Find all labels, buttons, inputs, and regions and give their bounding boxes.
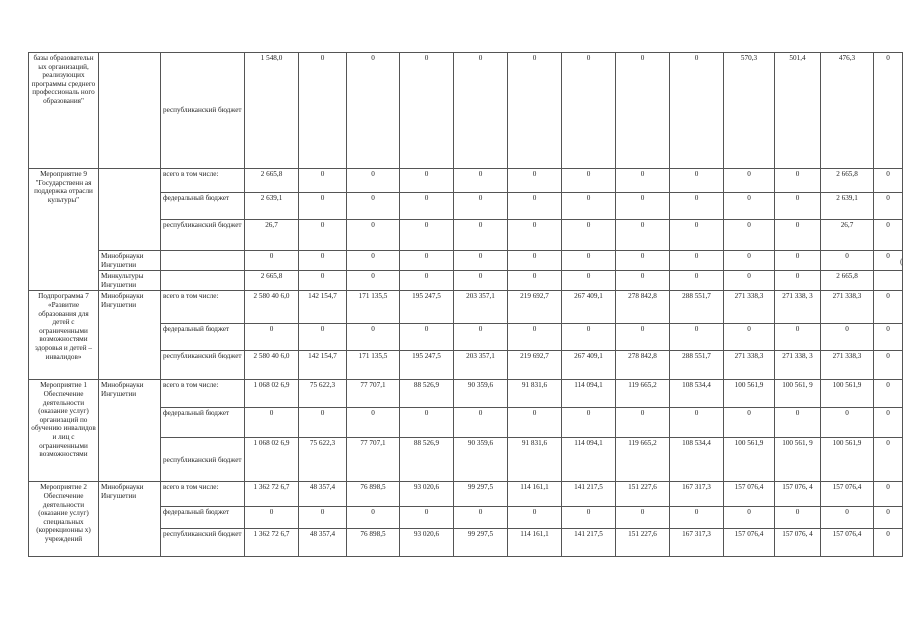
value-cell: 0 <box>347 193 400 220</box>
value-cell: 0 <box>724 251 775 271</box>
side-mark: ( <box>900 257 903 266</box>
value-cell: 2 639,1 <box>245 193 299 220</box>
value-cell: 0 <box>821 324 874 351</box>
value-cell: 288 551,7 <box>670 351 724 380</box>
value-cell: 271 338,3 <box>821 291 874 324</box>
value-cell: 0 <box>299 251 347 271</box>
value-cell: 2 665,8 <box>245 169 299 193</box>
table-row <box>29 529 903 557</box>
value-cell: 0 <box>400 271 454 291</box>
value-cell: 0 <box>347 507 400 529</box>
value-cell: 0 <box>454 271 508 291</box>
value-cell: 0 <box>245 507 299 529</box>
value-cell: 0 <box>562 169 616 193</box>
value-cell: 93 020,6 <box>400 482 454 507</box>
value-cell: 0 <box>562 193 616 220</box>
value-cell: 0 <box>670 507 724 529</box>
value-cell: 151 227,6 <box>616 529 670 557</box>
value-cell: 141 217,5 <box>562 482 616 507</box>
value-cell: 76 898,5 <box>347 482 400 507</box>
value-cell: 501,4 <box>775 53 821 169</box>
value-cell: 0 <box>616 507 670 529</box>
value-cell: 157 076,4 <box>724 529 775 557</box>
value-cell: 0 <box>821 408 874 438</box>
value-cell: 0 <box>874 193 903 220</box>
value-cell: 271 338, 3 <box>775 351 821 380</box>
value-cell: 151 227,6 <box>616 482 670 507</box>
value-cell: 1 362 72 6,7 <box>245 482 299 507</box>
funding-source-cell: республиканский бюджет <box>161 220 245 251</box>
value-cell: 0 <box>508 53 562 169</box>
funding-source-cell: республиканский бюджет <box>161 529 245 557</box>
responsible-cell <box>99 53 161 169</box>
value-cell: 0 <box>347 271 400 291</box>
value-cell: 141 217,5 <box>562 529 616 557</box>
value-cell: 1 068 02 6,9 <box>245 380 299 408</box>
table-row <box>29 271 903 291</box>
value-cell: 0 <box>874 507 903 529</box>
value-cell: 0 <box>874 351 903 380</box>
table-row <box>29 291 903 324</box>
funding-source-cell: федеральный бюджет <box>161 193 245 220</box>
value-cell: 2 580 40 6,0 <box>245 351 299 380</box>
value-cell: 2 580 40 6,0 <box>245 291 299 324</box>
value-cell: 0 <box>775 251 821 271</box>
value-cell: 0 <box>616 220 670 251</box>
value-cell: 0 <box>724 507 775 529</box>
funding-source-cell: федеральный бюджет <box>161 507 245 529</box>
value-cell: 0 <box>299 53 347 169</box>
value-cell: 0 <box>562 251 616 271</box>
value-cell: 0 <box>347 408 400 438</box>
value-cell: 271 338, 3 <box>775 291 821 324</box>
value-cell: 0 <box>347 220 400 251</box>
value-cell: 0 <box>347 53 400 169</box>
value-cell: 0 <box>724 408 775 438</box>
value-cell: 0 <box>454 193 508 220</box>
value-cell: 0 <box>724 169 775 193</box>
responsible-cell: Минкультуры Ингушетии <box>99 271 161 291</box>
value-cell: 114 161,1 <box>508 482 562 507</box>
value-cell: 0 <box>347 169 400 193</box>
value-cell: 0 <box>508 169 562 193</box>
value-cell: 271 338,3 <box>724 351 775 380</box>
value-cell: 0 <box>508 251 562 271</box>
value-cell: 0 <box>775 324 821 351</box>
value-cell: 88 526,9 <box>400 438 454 482</box>
value-cell: 0 <box>775 271 821 291</box>
value-cell: 267 409,1 <box>562 351 616 380</box>
value-cell: 90 359,6 <box>454 438 508 482</box>
program-name-cell: Подпрограмма 7 «Развитие образования для детей с ограниченными возможностями здоровья и детей – инвалидов» <box>29 291 99 380</box>
program-name-cell: Мероприятие 1 Обеспечение деятельности (оказание услуг) организаций по обучению инвалидов и лиц с ограниченными возможностями <box>29 380 99 482</box>
value-cell: 0 <box>670 324 724 351</box>
funding-source-cell <box>161 271 245 291</box>
value-cell: 0 <box>454 220 508 251</box>
value-cell: 26,7 <box>245 220 299 251</box>
value-cell: 157 076, 4 <box>775 529 821 557</box>
table-row <box>29 324 903 351</box>
value-cell: 0 <box>775 408 821 438</box>
value-cell: 142 154,7 <box>299 291 347 324</box>
table-row <box>29 351 903 380</box>
program-name-cell: Мероприятие 2 Обеспечение деятельности (оказание услуг) специальных (коррекционны х) учреждений <box>29 482 99 557</box>
table-row <box>29 482 903 507</box>
value-cell: 77 707,1 <box>347 438 400 482</box>
value-cell: 2 639,1 <box>821 193 874 220</box>
value-cell: 0 <box>775 193 821 220</box>
value-cell: 195 247,5 <box>400 291 454 324</box>
value-cell: 0 <box>400 408 454 438</box>
value-cell: 0 <box>670 53 724 169</box>
value-cell <box>874 271 903 291</box>
value-cell: 570,3 <box>724 53 775 169</box>
value-cell: 203 357,1 <box>454 291 508 324</box>
value-cell: 195 247,5 <box>400 351 454 380</box>
table-row <box>29 438 903 482</box>
value-cell: 0 <box>670 251 724 271</box>
value-cell: 0 <box>299 408 347 438</box>
value-cell: 100 561,9 <box>821 438 874 482</box>
value-cell: 0 <box>874 380 903 408</box>
funding-source-cell: федеральный бюджет <box>161 324 245 351</box>
value-cell: 108 534,4 <box>670 380 724 408</box>
funding-source-cell <box>161 251 245 271</box>
program-name-cell: Мероприятие 9 "Государственн ая поддержка отрасли культуры" <box>29 169 99 291</box>
value-cell: 0 <box>508 324 562 351</box>
value-cell: 167 317,3 <box>670 482 724 507</box>
funding-source-cell: республиканский бюджет <box>161 438 245 482</box>
responsible-cell: Минобрнауки Ингушетии <box>99 291 161 380</box>
value-cell: 0 <box>562 220 616 251</box>
value-cell: 0 <box>245 324 299 351</box>
value-cell: 0 <box>616 324 670 351</box>
value-cell: 0 <box>616 251 670 271</box>
funding-source-cell: республиканский бюджет <box>161 53 245 169</box>
value-cell: 48 357,4 <box>299 482 347 507</box>
table-row <box>29 507 903 529</box>
funding-source-cell: федеральный бюджет <box>161 408 245 438</box>
value-cell: 142 154,7 <box>299 351 347 380</box>
value-cell: 0 <box>616 271 670 291</box>
value-cell: 167 317,3 <box>670 529 724 557</box>
value-cell: 1 362 72 6,7 <box>245 529 299 557</box>
value-cell: 88 526,9 <box>400 380 454 408</box>
value-cell: 271 338,3 <box>821 351 874 380</box>
value-cell: 0 <box>670 169 724 193</box>
value-cell: 0 <box>400 507 454 529</box>
funding-source-cell: всего в том числе: <box>161 482 245 507</box>
value-cell: 99 297,5 <box>454 482 508 507</box>
table-row <box>29 380 903 408</box>
value-cell: 91 831,6 <box>508 380 562 408</box>
value-cell: 0 <box>454 507 508 529</box>
value-cell: 77 707,1 <box>347 380 400 408</box>
table-row <box>29 53 903 169</box>
value-cell: 0 <box>874 529 903 557</box>
value-cell: 0 <box>508 220 562 251</box>
value-cell: 0 <box>454 53 508 169</box>
value-cell: 0 <box>874 53 903 169</box>
value-cell: 0 <box>508 507 562 529</box>
value-cell: 75 622,3 <box>299 438 347 482</box>
funding-source-cell: всего в том числе: <box>161 380 245 408</box>
value-cell: 0 <box>670 271 724 291</box>
value-cell: 114 161,1 <box>508 529 562 557</box>
value-cell: 0 <box>562 324 616 351</box>
value-cell: 0 <box>874 408 903 438</box>
value-cell: 0 <box>670 193 724 220</box>
program-name-cell: базы образовательн ых организаций, реализующих программы среднего профессиональ ного образования" <box>29 53 99 169</box>
value-cell: 0 <box>670 408 724 438</box>
value-cell: 219 692,7 <box>508 291 562 324</box>
value-cell: 119 665,2 <box>616 438 670 482</box>
value-cell: 203 357,1 <box>454 351 508 380</box>
table-body <box>29 53 903 557</box>
value-cell: 48 357,4 <box>299 529 347 557</box>
value-cell: 157 076, 4 <box>775 482 821 507</box>
value-cell: 0 <box>400 251 454 271</box>
value-cell: 0 <box>821 507 874 529</box>
value-cell: 0 <box>724 193 775 220</box>
value-cell: 0 <box>299 220 347 251</box>
value-cell: 278 842,8 <box>616 351 670 380</box>
funding-source-cell: республиканский бюджет <box>161 351 245 380</box>
responsible-cell: Минобрнауки Ингушетии <box>99 482 161 557</box>
value-cell: 0 <box>616 408 670 438</box>
value-cell: 278 842,8 <box>616 291 670 324</box>
value-cell: 0 <box>724 324 775 351</box>
value-cell: 0 <box>562 507 616 529</box>
value-cell: 171 135,5 <box>347 351 400 380</box>
value-cell: 0 <box>562 53 616 169</box>
value-cell: 0 <box>299 324 347 351</box>
funding-source-cell: всего в том числе: <box>161 169 245 193</box>
value-cell: 157 076,4 <box>724 482 775 507</box>
responsible-cell <box>99 169 161 251</box>
value-cell: 0 <box>874 220 903 251</box>
value-cell: 267 409,1 <box>562 291 616 324</box>
value-cell: 0 <box>821 251 874 271</box>
value-cell: 0 <box>299 271 347 291</box>
value-cell: 0 <box>400 324 454 351</box>
value-cell: 100 561,9 <box>724 438 775 482</box>
responsible-cell: Минобрнауки Ингушетии <box>99 380 161 482</box>
value-cell: 100 561, 9 <box>775 380 821 408</box>
table-row <box>29 251 903 271</box>
value-cell: 0 <box>874 251 903 271</box>
value-cell: 1 548,0 <box>245 53 299 169</box>
value-cell: 0 <box>454 408 508 438</box>
table-row <box>29 193 903 220</box>
value-cell: 90 359,6 <box>454 380 508 408</box>
value-cell: 0 <box>400 169 454 193</box>
value-cell: 1 068 02 6,9 <box>245 438 299 482</box>
value-cell: 114 094,1 <box>562 380 616 408</box>
value-cell: 0 <box>454 251 508 271</box>
value-cell: 119 665,2 <box>616 380 670 408</box>
value-cell: 0 <box>724 271 775 291</box>
value-cell: 76 898,5 <box>347 529 400 557</box>
value-cell: 75 622,3 <box>299 380 347 408</box>
value-cell: 0 <box>508 408 562 438</box>
value-cell: 0 <box>616 193 670 220</box>
value-cell: 0 <box>245 251 299 271</box>
value-cell: 0 <box>400 220 454 251</box>
value-cell: 0 <box>874 291 903 324</box>
value-cell: 0 <box>775 507 821 529</box>
value-cell: 91 831,6 <box>508 438 562 482</box>
value-cell: 0 <box>724 220 775 251</box>
value-cell: 0 <box>347 324 400 351</box>
value-cell: 26,7 <box>821 220 874 251</box>
value-cell: 0 <box>400 193 454 220</box>
value-cell: 0 <box>508 193 562 220</box>
value-cell: 0 <box>454 324 508 351</box>
table-row <box>29 169 903 193</box>
value-cell: 0 <box>299 507 347 529</box>
value-cell: 157 076,4 <box>821 529 874 557</box>
value-cell: 0 <box>616 53 670 169</box>
value-cell: 0 <box>508 271 562 291</box>
value-cell: 0 <box>299 193 347 220</box>
value-cell: 0 <box>616 169 670 193</box>
value-cell: 0 <box>454 169 508 193</box>
table-row <box>29 408 903 438</box>
value-cell: 0 <box>562 408 616 438</box>
value-cell: 476,3 <box>821 53 874 169</box>
value-cell: 99 297,5 <box>454 529 508 557</box>
value-cell: 171 135,5 <box>347 291 400 324</box>
responsible-cell: Минобрнауки Ингушетии <box>99 251 161 271</box>
value-cell: 0 <box>670 220 724 251</box>
value-cell: 0 <box>562 271 616 291</box>
value-cell: 2 665,8 <box>821 169 874 193</box>
value-cell: 108 534,4 <box>670 438 724 482</box>
value-cell: 0 <box>299 169 347 193</box>
value-cell: 0 <box>874 169 903 193</box>
value-cell: 0 <box>874 482 903 507</box>
funding-source-cell: всего в том числе: <box>161 291 245 324</box>
value-cell: 0 <box>400 53 454 169</box>
value-cell: 0 <box>775 220 821 251</box>
value-cell: 0 <box>347 251 400 271</box>
value-cell: 100 561,9 <box>821 380 874 408</box>
value-cell: 0 <box>874 438 903 482</box>
table-row <box>29 220 903 251</box>
value-cell: 2 665,8 <box>245 271 299 291</box>
value-cell: 0 <box>245 408 299 438</box>
value-cell: 0 <box>874 324 903 351</box>
value-cell: 2 665,8 <box>821 271 874 291</box>
value-cell: 271 338,3 <box>724 291 775 324</box>
value-cell: 157 076,4 <box>821 482 874 507</box>
budget-table <box>28 52 903 557</box>
value-cell: 100 561,9 <box>724 380 775 408</box>
value-cell: 93 020,6 <box>400 529 454 557</box>
value-cell: 288 551,7 <box>670 291 724 324</box>
value-cell: 114 094,1 <box>562 438 616 482</box>
value-cell: 100 561, 9 <box>775 438 821 482</box>
value-cell: 219 692,7 <box>508 351 562 380</box>
value-cell: 0 <box>775 169 821 193</box>
